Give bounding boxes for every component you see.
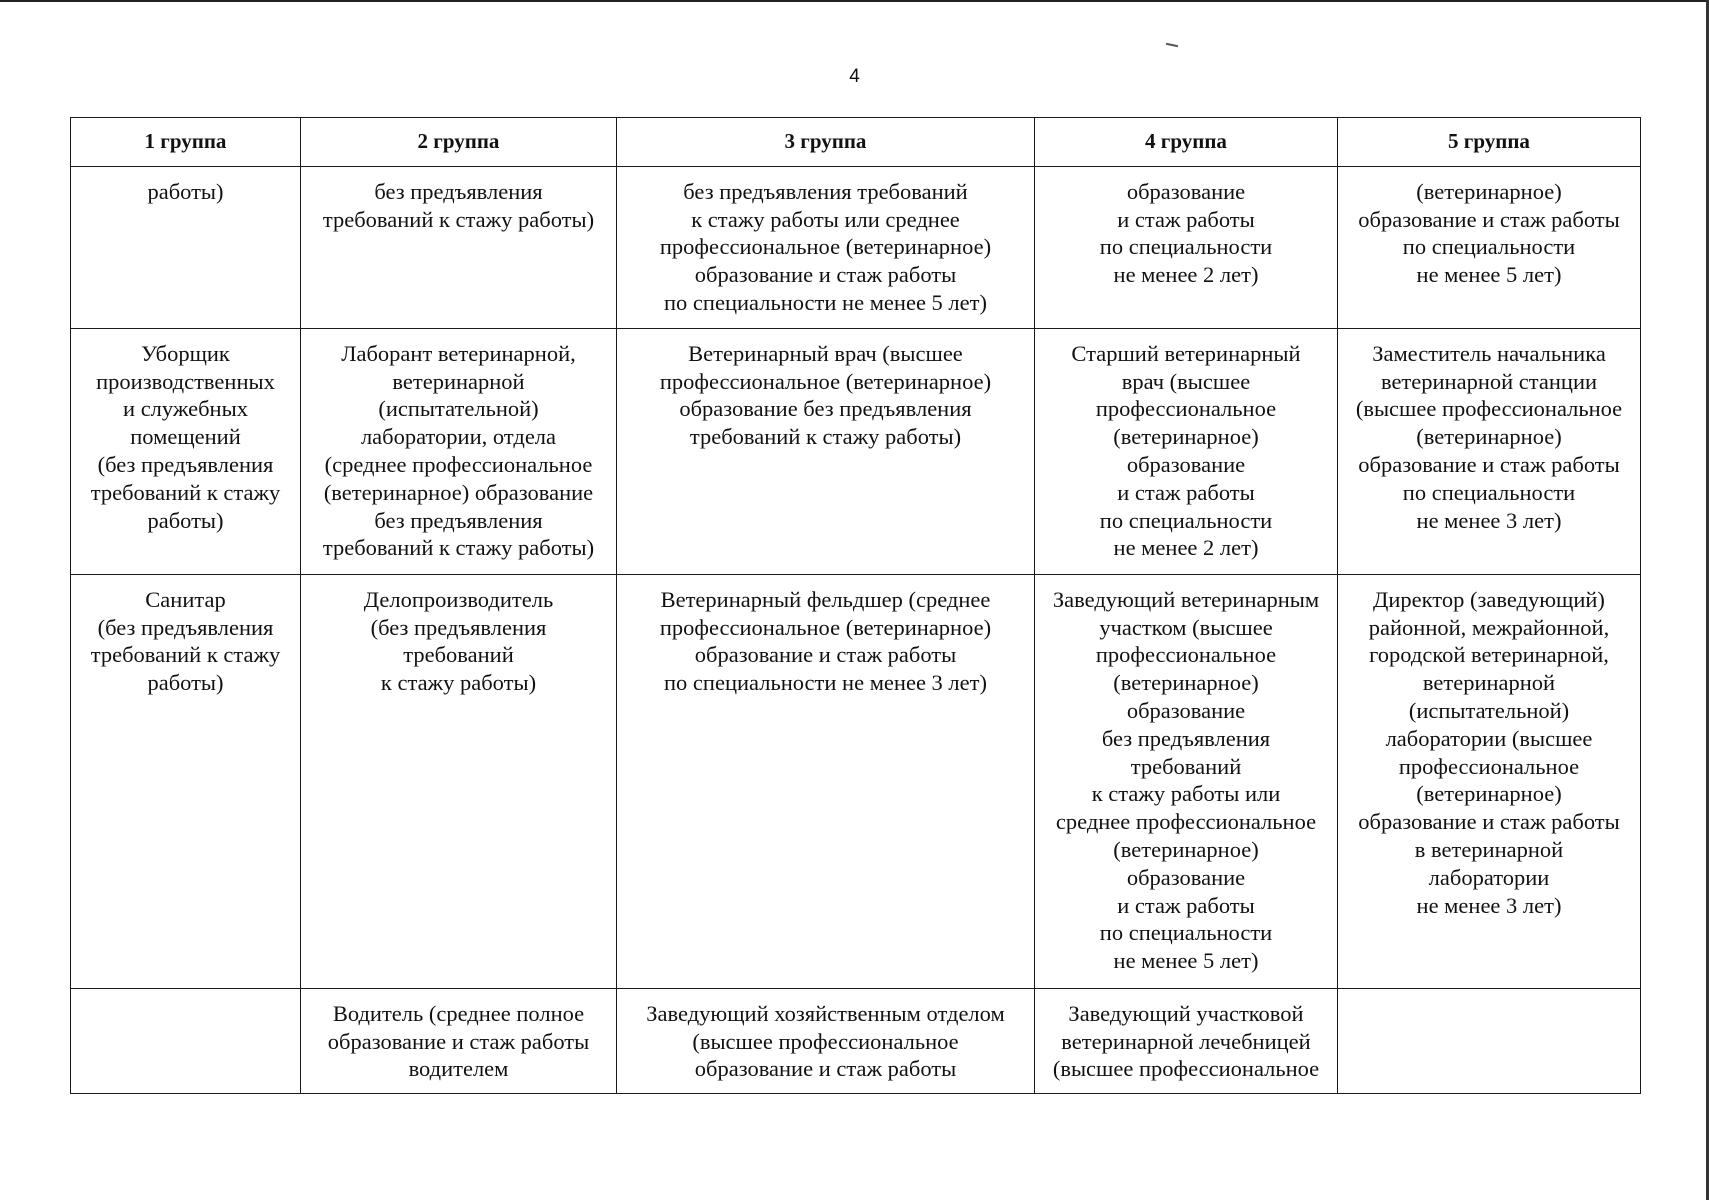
table-cell: Директор (заведующий) районной, межрайонной, городской ветеринарной, ветеринарной (испытательной) лаборатории (высшее профессиональное (ветеринарное) образование и стаж работы в ветеринарной лаборатории не менее 3 лет) xyxy=(1338,574,1641,988)
page-number: 4 xyxy=(849,66,860,87)
table-cell: Ветеринарный фельдшер (среднее профессиональное (ветеринарное) образование и стаж работы по специальности не менее 3 лет) xyxy=(617,574,1035,988)
table-row xyxy=(71,328,1641,574)
table-cell xyxy=(71,988,301,1093)
header-group-4: 4 группа xyxy=(1035,118,1338,167)
table-cell: Лаборант ветеринарной, ветеринарной (испытательной) лаборатории, отдела (среднее профессиональное (ветеринарное) образование без предъявления требований к стажу работы) xyxy=(301,328,617,574)
header-group-2: 2 группа xyxy=(301,118,617,167)
table-cell: Санитар (без предъявления требований к стажу работы) xyxy=(71,574,301,988)
table-row xyxy=(71,166,1641,328)
table-cell: без предъявления требований к стажу работы) xyxy=(301,166,617,328)
table-cell: Водитель (среднее полное образование и стаж работы водителем xyxy=(301,988,617,1093)
page-top-edge xyxy=(0,0,1709,2)
table-cell: образование и стаж работы по специальности не менее 2 лет) xyxy=(1035,166,1338,328)
table-row xyxy=(71,988,1641,1093)
header-group-5: 5 группа xyxy=(1338,118,1641,167)
table-cell: Заведующий ветеринарным участком (высшее профессиональное (ветеринарное) образование без предъявления требований к стажу работы или среднее профессиональное (ветеринарное) образование и стаж работы по специальности не менее 5 лет) xyxy=(1035,574,1338,988)
table-cell xyxy=(1338,988,1641,1093)
header-group-3: 3 группа xyxy=(617,118,1035,167)
table-cell: Делопроизводитель (без предъявления требований к стажу работы) xyxy=(301,574,617,988)
scan-speck xyxy=(1166,43,1178,47)
table-cell: (ветеринарное) образование и стаж работы по специальности не менее 5 лет) xyxy=(1338,166,1641,328)
table-cell: без предъявления требований к стажу работы или среднее профессиональное (ветеринарное) образование и стаж работы по специальности не менее 5 лет) xyxy=(617,166,1035,328)
staff-groups-table xyxy=(70,117,1641,1094)
table-cell: работы) xyxy=(71,166,301,328)
header-group-1: 1 группа xyxy=(71,118,301,167)
table-row xyxy=(71,574,1641,988)
table-cell: Ветеринарный врач (высшее профессиональное (ветеринарное) образование без предъявления требований к стажу работы) xyxy=(617,328,1035,574)
table-cell: Уборщик производственных и служебных помещений (без предъявления требований к стажу работы) xyxy=(71,328,301,574)
table-cell: Старший ветеринарный врач (высшее профессиональное (ветеринарное) образование и стаж работы по специальности не менее 2 лет) xyxy=(1035,328,1338,574)
table-cell: Заведующий участковой ветеринарной лечебницей (высшее профессиональное xyxy=(1035,988,1338,1093)
table-header-row xyxy=(71,118,1641,167)
table-cell: Заведующий хозяйственным отделом (высшее профессиональное образование и стаж работы xyxy=(617,988,1035,1093)
table-cell: Заместитель начальника ветеринарной станции (высшее профессиональное (ветеринарное) образование и стаж работы по специальности не менее 3 лет) xyxy=(1338,328,1641,574)
